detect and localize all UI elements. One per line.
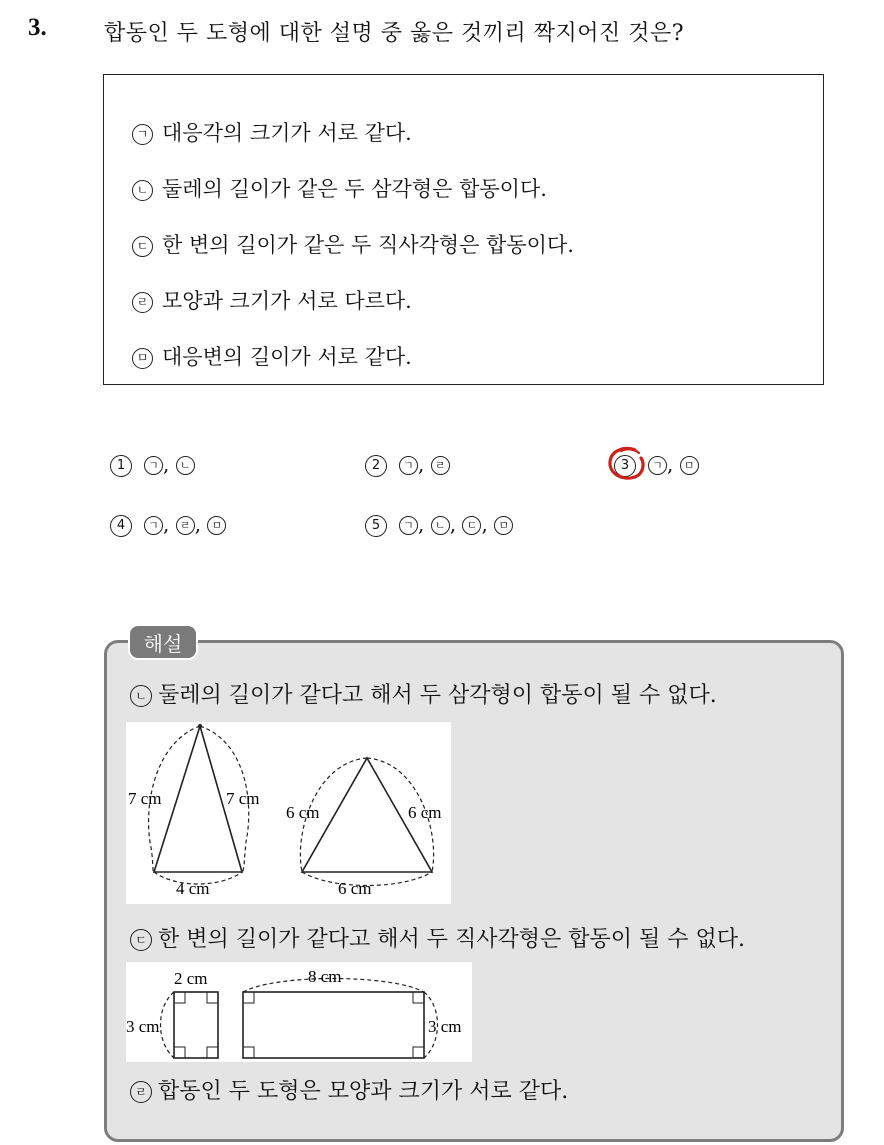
tri2-left-label: 6 cm [286, 803, 320, 822]
circled-mark: ㄷ [130, 929, 152, 951]
statement-text: 모양과 크기가 서로 다르다. [162, 289, 412, 313]
explanation-text: 둘레의 길이가 같다고 해서 두 삼각형이 합동이 될 수 없다. [158, 683, 717, 708]
statement-item [132, 229, 574, 259]
choice-5[interactable]: 5 ㄱ , ㄴ , ㄷ , ㅁ [365, 512, 513, 537]
circled-mark: ㄴ [431, 516, 450, 535]
statement-text: 대응각의 크기가 서로 같다. [162, 121, 412, 145]
statement-item [132, 173, 547, 203]
circled-mark: ㅁ [680, 456, 699, 475]
choice-1[interactable]: 1 ㄱ , ㄴ [110, 452, 195, 477]
rect2-right-label: 3 cm [428, 1017, 462, 1036]
statement-text: 둘레의 길이가 같은 두 삼각형은 합동이다. [162, 177, 547, 201]
tri1-left-label: 7 cm [128, 789, 162, 808]
rect1-top-label: 2 cm [174, 969, 208, 988]
choice-number: 4 [110, 515, 132, 537]
tri2-base-label: 6 cm [338, 879, 372, 898]
explanation-text: 합동인 두 도형은 모양과 크기가 서로 같다. [158, 1079, 569, 1104]
circled-mark: ㄱ [399, 516, 418, 535]
statement-item [132, 341, 412, 371]
triangle-figure [126, 722, 451, 904]
choice-2[interactable]: 2 ㄱ , ㄹ [365, 452, 450, 477]
choice-number: 2 [365, 455, 387, 477]
choice-3[interactable]: 3 ㄱ , ㅁ [614, 452, 699, 477]
statement-item [132, 285, 412, 315]
tri1-right-label: 7 cm [226, 789, 260, 808]
explanation-tab: 해설 [128, 624, 198, 660]
circled-mark: ㄱ [648, 456, 667, 475]
tri1-base-label: 4 cm [176, 879, 210, 898]
circled-mark: ㅁ [494, 516, 513, 535]
choice-number: 3 [614, 455, 636, 477]
statement-text: 대응변의 길이가 서로 같다. [162, 345, 412, 369]
circled-mark: ㄹ [130, 1081, 152, 1103]
circled-mark: ㄱ [399, 456, 418, 475]
explanation-line [130, 1074, 568, 1105]
circled-mark: ㄷ [132, 236, 153, 257]
circled-mark: ㄹ [431, 456, 450, 475]
rect1-left-label: 3 cm [126, 1017, 160, 1036]
circled-mark: ㄴ [132, 180, 153, 201]
answer-circle-mark [605, 444, 649, 484]
explanation-line [130, 678, 717, 709]
circled-mark: ㄴ [176, 456, 195, 475]
explanation-line [130, 922, 745, 953]
circled-mark: ㅁ [132, 348, 153, 369]
circled-mark: ㄱ [144, 456, 163, 475]
circled-mark: ㄴ [130, 685, 152, 707]
circled-mark: ㄱ [144, 516, 163, 535]
choice-4[interactable]: 4 ㄱ , ㄹ , ㅁ [110, 512, 226, 537]
circled-mark: ㄹ [176, 516, 195, 535]
statement-box [103, 74, 824, 385]
statement-text: 한 변의 길이가 같은 두 직사각형은 합동이다. [162, 233, 574, 257]
choice-number: 1 [110, 455, 132, 477]
question-text: 합동인 두 도형에 대한 설명 중 옳은 것끼리 짝지어진 것은? [104, 21, 685, 46]
explanation-text: 한 변의 길이가 같다고 해서 두 직사각형은 합동이 될 수 없다. [158, 927, 745, 952]
rect2-top-label: 8 cm [308, 967, 342, 986]
circled-mark: ㄱ [132, 124, 153, 145]
circled-mark: ㄷ [462, 516, 481, 535]
statement-item [132, 117, 412, 147]
circled-mark: ㅁ [207, 516, 226, 535]
tri2-right-label: 6 cm [408, 803, 442, 822]
rectangle-figure [126, 962, 472, 1062]
circled-mark: ㄹ [132, 292, 153, 313]
question-number: 3. [28, 14, 47, 41]
choice-number: 5 [365, 515, 387, 537]
